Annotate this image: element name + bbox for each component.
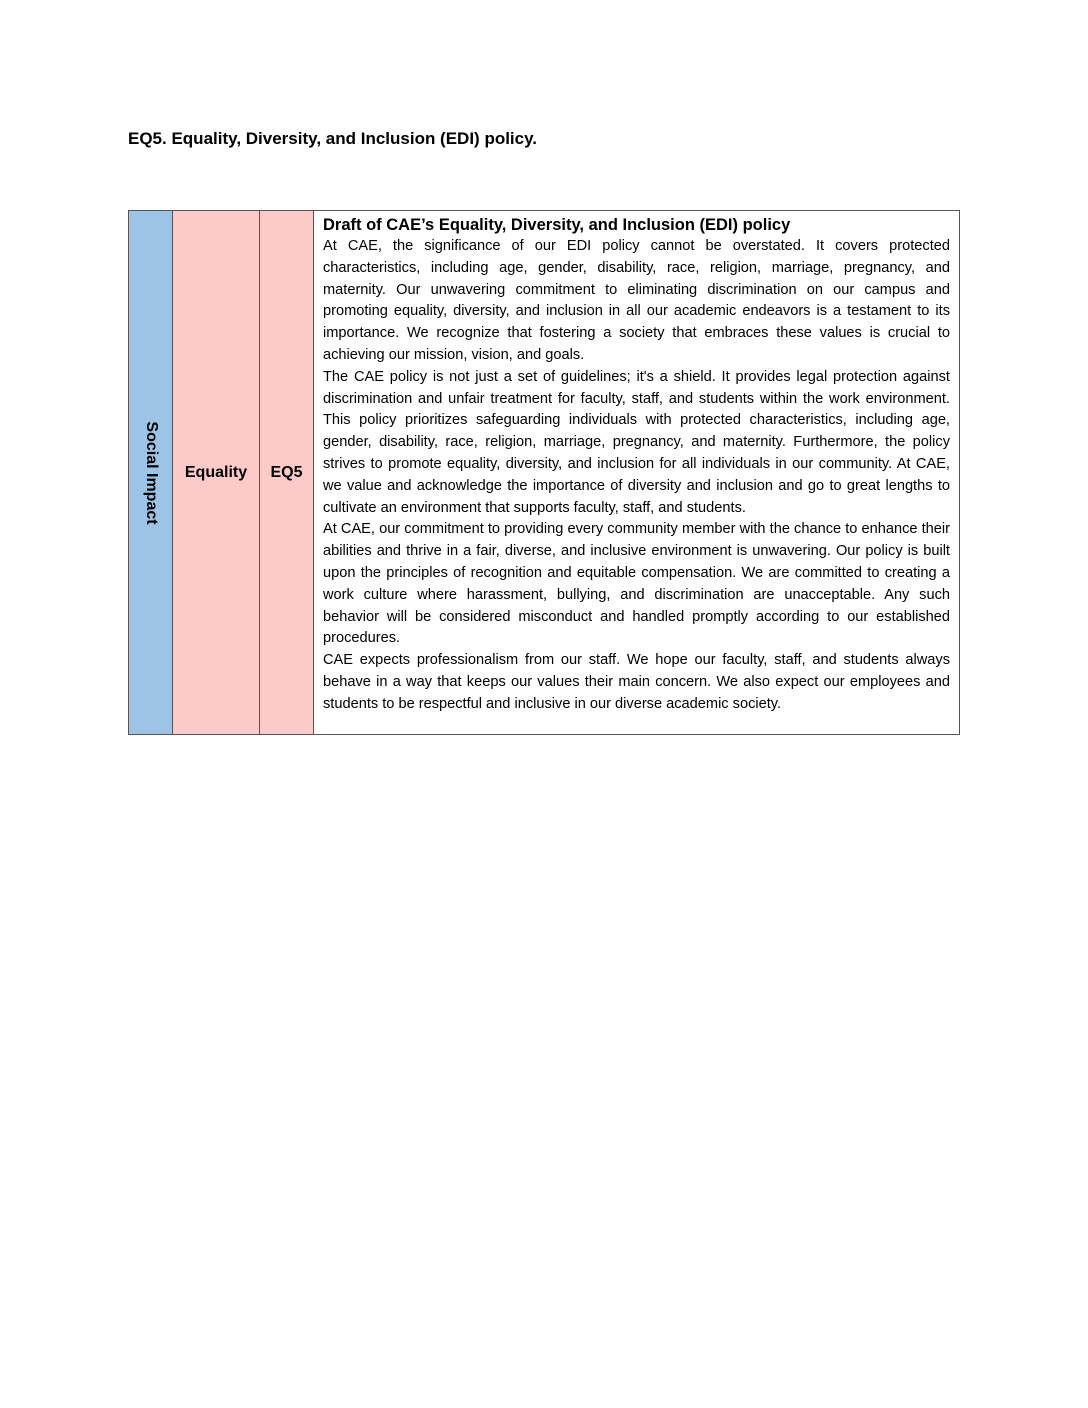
sub-area-cell: Equality — [173, 211, 260, 735]
area-label: Social Impact — [142, 420, 160, 525]
policy-text-cell — [314, 211, 960, 735]
policy-paragraph: The CAE policy is not just a set of guidelines; it's a shield. It provides legal protection against discrimination and unfair treatment for faculty, staff, and students within the work environment. This policy prioritizes safeguarding individuals with protected characteristics, including age, gender, disability, race, religion, marriage, pregnancy, and maternity. Furthermore, the policy strives to promote equality, diversity, and inclusion for all individuals in our community. At CAE, we value and acknowledge the importance of diversity and inclusion and go to great lengths to cultivate an environment that supports faculty, staff, and students. — [323, 368, 950, 516]
policy-paragraph: At CAE, our commitment to providing every community member with the chance to enhance their abilities and thrive in a fair, diverse, and inclusive environment is unwavering. Our policy is built upon the principles of recognition and equitable compensation. We are committed to creating a work culture where harassment, bullying, and discrimination are unacceptable. Any such behavior will be considered misconduct and handled promptly according to our established procedures. — [323, 521, 950, 647]
page-heading: EQ5. Equality, Diversity, and Inclusion (EDI) policy. — [128, 129, 538, 148]
policy-paragraph: At CAE, the significance of our EDI policy cannot be overstated. It covers protected characteristics, including age, gender, disability, race, religion, marriage, pregnancy, and maternity. Our unwavering commitment to eliminating discrimination on our campus and promoting equality, diversity, and inclusion in all our academic endeavors is a testament to its importance. We recognize that fostering a society that embraces these values is crucial to achieving our mission, vision, and goals. — [323, 238, 950, 363]
policy-paragraph: CAE expects professionalism from our staff. We hope our faculty, staff, and students always behave in a way that keeps our values their main concern. We also expect our employees and students to be respectful and inclusive in our diverse academic society. — [323, 652, 950, 712]
edi-policy-table — [128, 210, 960, 735]
policy-title: Draft of CAE’s Equality, Diversity, and Inclusion (EDI) policy — [323, 216, 791, 234]
code-cell: EQ5 — [260, 211, 314, 735]
area-cell — [129, 211, 173, 735]
table-row — [129, 211, 960, 735]
